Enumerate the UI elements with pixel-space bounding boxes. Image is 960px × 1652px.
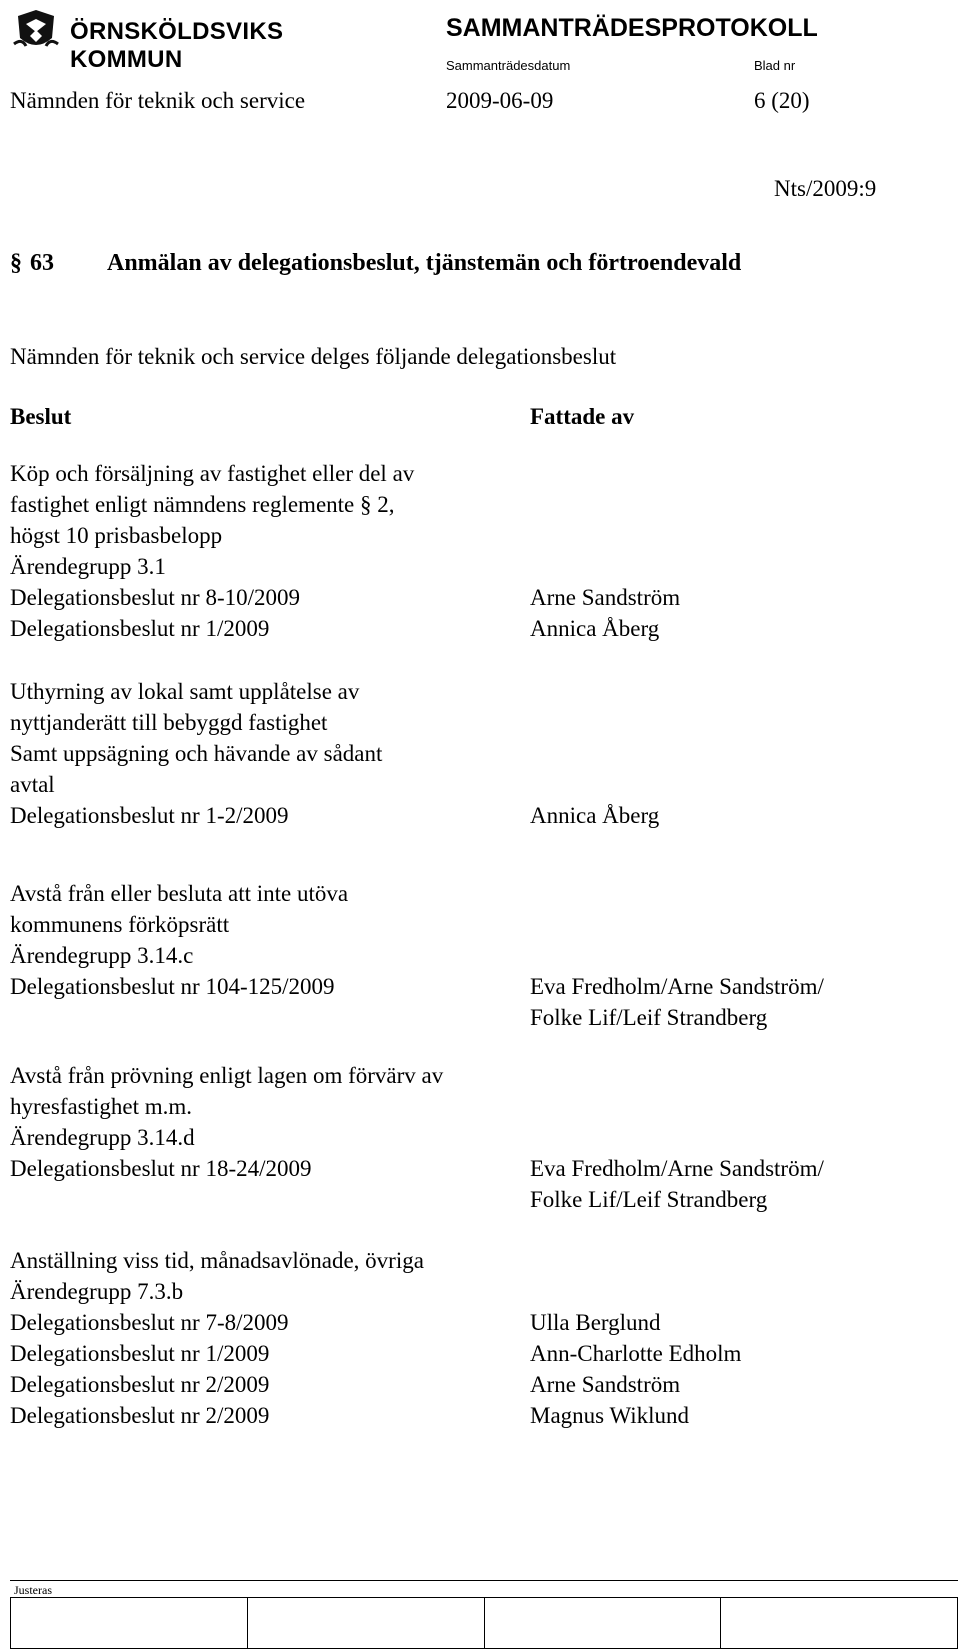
decision-line: Ärendegrupp 3.14.c bbox=[10, 943, 194, 968]
page-label: Blad nr bbox=[754, 58, 796, 73]
decision-line: kommunens förköpsrätt bbox=[10, 912, 230, 937]
decision-line: Delegationsbeslut nr 7-8/2009 bbox=[10, 1310, 289, 1335]
decision-line: Ärendegrupp 3.14.d bbox=[10, 1125, 195, 1150]
decided-by-list bbox=[530, 582, 680, 644]
decision-line: högst 10 prisbasbelopp bbox=[10, 523, 223, 548]
decision-line: fastighet enligt nämndens reglemente § 2, bbox=[10, 492, 395, 517]
decision-group bbox=[10, 878, 348, 1002]
section-number: 63 bbox=[30, 250, 54, 276]
logo-text: ÖRNSKÖLDSVIKS KOMMUN bbox=[70, 18, 284, 73]
decision-line: Avstå från prövning enligt lagen om förvärv av bbox=[10, 1063, 444, 1088]
case-number: Nts/2009:9 bbox=[774, 176, 877, 201]
decided-by-name: Folke Lif/Leif Strandberg bbox=[530, 1005, 768, 1030]
decision-line: Delegationsbeslut nr 2/2009 bbox=[10, 1403, 270, 1428]
decision-line: Delegationsbeslut nr 1/2009 bbox=[10, 616, 270, 641]
decided-by-name: Arne Sandström bbox=[530, 1372, 681, 1397]
decision-line: avtal bbox=[10, 772, 55, 797]
section-title: Anmälan av delegationsbeslut, tjänstemän och förtroendevald bbox=[107, 250, 742, 276]
decision-group bbox=[10, 1245, 424, 1431]
paragraph-sign: § bbox=[10, 250, 22, 276]
decision-line: Avstå från eller besluta att inte utöva bbox=[10, 881, 349, 906]
section-intro: Nämnden för teknik och service delges följande delegationsbeslut bbox=[10, 344, 617, 369]
decided-by-name: Magnus Wiklund bbox=[530, 1403, 690, 1428]
decision-group bbox=[10, 1060, 443, 1184]
decided-by-column-header: Fattade av bbox=[530, 404, 635, 429]
decision-line: Samt uppsägning och hävande av sådant bbox=[10, 741, 383, 766]
signature-box bbox=[11, 1598, 248, 1648]
page-number: 6 (20) bbox=[754, 88, 810, 113]
municipality-logo bbox=[12, 8, 330, 73]
meeting-date: 2009-06-09 bbox=[446, 88, 554, 113]
decided-by-name: Arne Sandström bbox=[530, 585, 681, 610]
decision-line: Anställning viss tid, månadsavlönade, övriga bbox=[10, 1248, 424, 1273]
decided-by-list bbox=[530, 971, 824, 1033]
decided-by-list bbox=[530, 800, 659, 831]
decision-line: hyresfastighet m.m. bbox=[10, 1094, 193, 1119]
signature-box-row bbox=[10, 1597, 958, 1649]
signature-footer bbox=[10, 1580, 958, 1649]
committee-name: Nämnden för teknik och service bbox=[10, 88, 306, 113]
decision-line: Ärendegrupp 7.3.b bbox=[10, 1279, 184, 1304]
decision-line: Uthyrning av lokal samt upplåtelse av bbox=[10, 679, 360, 704]
decided-by-name: Annica Åberg bbox=[530, 616, 660, 641]
decided-by-name: Annica Åberg bbox=[530, 803, 660, 828]
decided-by-name: Folke Lif/Leif Strandberg bbox=[530, 1187, 768, 1212]
decision-group bbox=[10, 458, 414, 644]
signature-box bbox=[721, 1598, 957, 1648]
decision-group bbox=[10, 676, 382, 831]
decided-by-name: Ulla Berglund bbox=[530, 1310, 661, 1335]
decided-by-list bbox=[530, 1153, 824, 1215]
decision-line: Köp och försäljning av fastighet eller del av bbox=[10, 461, 415, 486]
decided-by-name: Eva Fredholm/Arne Sandström/ bbox=[530, 974, 824, 999]
decided-by-name: Ann-Charlotte Edholm bbox=[530, 1341, 742, 1366]
decided-by-list bbox=[530, 1307, 741, 1431]
decision-line: Delegationsbeslut nr 104-125/2009 bbox=[10, 974, 335, 999]
document-type: SAMMANTRÄDESPROTOKOLL bbox=[446, 14, 818, 42]
coat-of-arms-icon bbox=[12, 8, 60, 54]
decision-line: Delegationsbeslut nr 8-10/2009 bbox=[10, 585, 301, 610]
signature-box bbox=[485, 1598, 722, 1648]
decision-line: Delegationsbeslut nr 2/2009 bbox=[10, 1372, 270, 1397]
signature-box bbox=[248, 1598, 485, 1648]
decision-line: Ärendegrupp 3.1 bbox=[10, 554, 166, 579]
decision-line: Delegationsbeslut nr 1-2/2009 bbox=[10, 803, 289, 828]
justeras-label: Justeras bbox=[14, 1583, 52, 1597]
decision-line: nyttjanderätt till bebyggd fastighet bbox=[10, 710, 328, 735]
date-label: Sammanträdesdatum bbox=[446, 58, 571, 73]
decided-by-name: Eva Fredholm/Arne Sandström/ bbox=[530, 1156, 824, 1181]
decision-column-header: Beslut bbox=[10, 404, 72, 429]
decision-line: Delegationsbeslut nr 18-24/2009 bbox=[10, 1156, 312, 1181]
decision-line: Delegationsbeslut nr 1/2009 bbox=[10, 1341, 270, 1366]
